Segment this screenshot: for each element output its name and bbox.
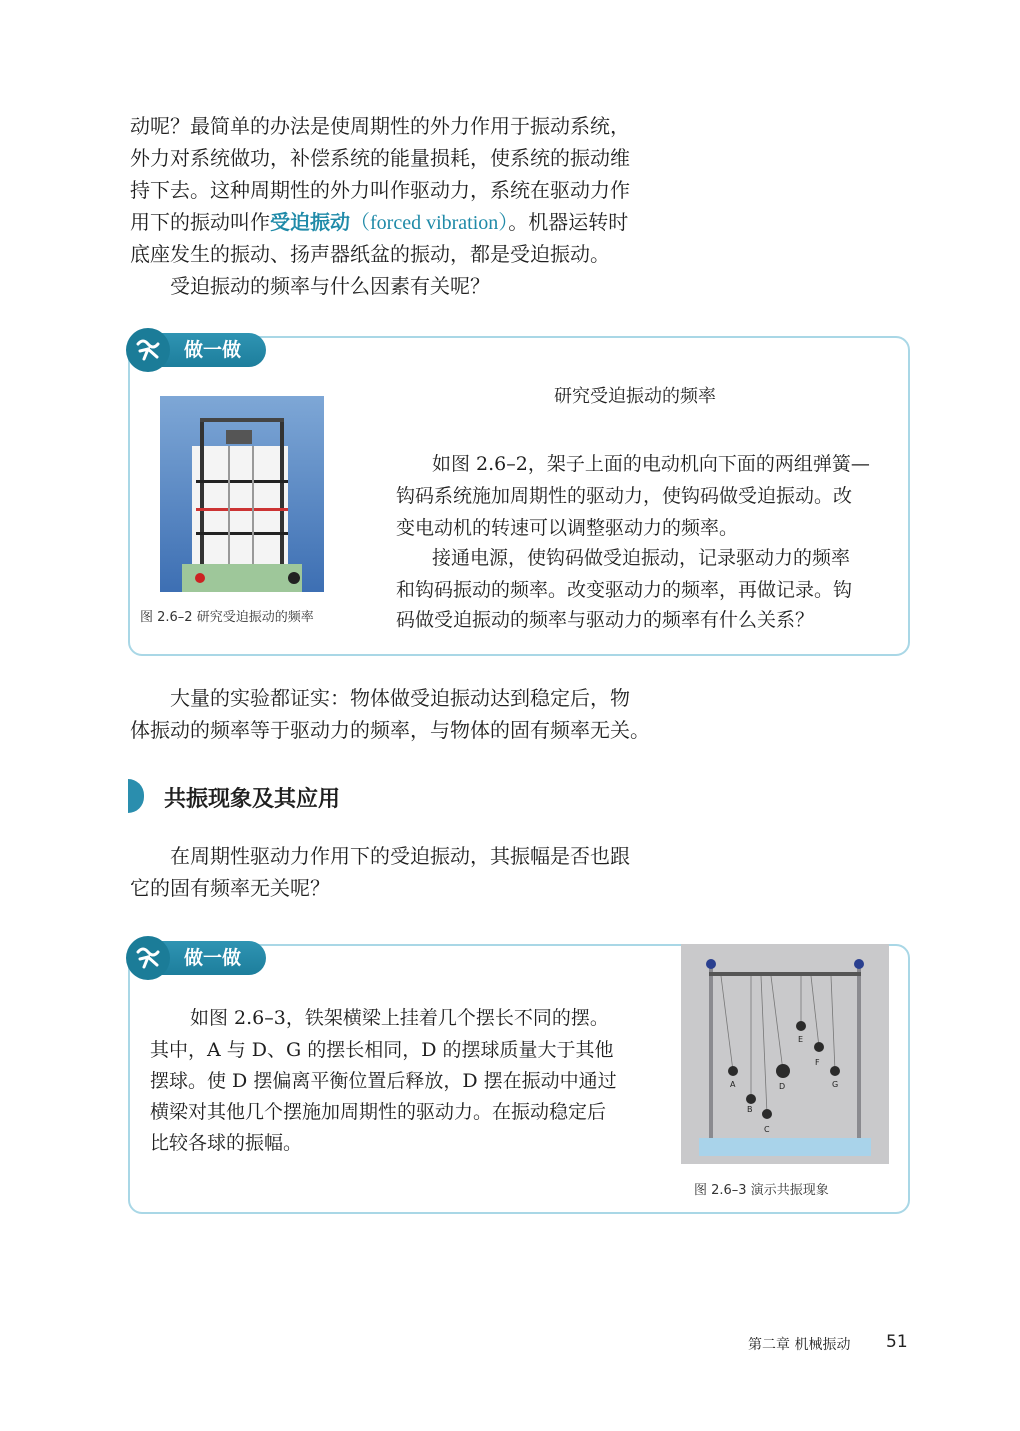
section-heading: 共振现象及其应用 xyxy=(164,787,341,812)
body-line xyxy=(130,206,628,239)
activity-line: 接通电源，使钩码做受迫振动，记录驱动力的频率 xyxy=(432,547,851,569)
activity-title: 研究受迫振动的频率 xyxy=(554,386,716,407)
body-line: 动呢？最简单的办法是使周期性的外力作用于振动系统， xyxy=(130,114,630,138)
question: 受迫振动的频率与什么因素有关呢？ xyxy=(170,274,490,298)
body-text: 用下的振动叫作 xyxy=(130,210,270,234)
figure-caption: 图 2.6–3 演示共振现象 xyxy=(694,1183,829,1198)
ball-label-f: F xyxy=(815,1058,820,1067)
activity-icon xyxy=(126,936,170,980)
badge-label: 做一做 xyxy=(156,941,266,975)
activity-line: 钩码系统施加周期性的驱动力，使钩码做受迫振动。改 xyxy=(396,485,853,507)
pendulum-photo xyxy=(681,944,889,1164)
body-line: 体振动的频率等于驱动力的频率，与物体的固有频率无关。 xyxy=(130,718,650,742)
ball-label-c: C xyxy=(764,1125,770,1134)
chapter-footer: 第二章 机械振动 xyxy=(748,1337,851,1353)
activity-icon xyxy=(126,328,170,372)
body-line: 在周期性驱动力作用下的受迫振动，其振幅是否也跟 xyxy=(170,844,630,868)
figure-caption: 图 2.6–2 研究受迫振动的频率 xyxy=(140,610,314,625)
key-term: 受迫振动 xyxy=(270,210,350,234)
ball-label-d: D xyxy=(779,1082,786,1091)
page-number: 51 xyxy=(886,1332,908,1352)
body-line: 它的固有频率无关呢？ xyxy=(130,876,330,900)
activity-line: 码做受迫振动的频率与驱动力的频率有什么关系？ xyxy=(396,609,815,631)
activity-line: 如图 2.6–3，铁架横梁上挂着几个摆长不同的摆。 xyxy=(190,1007,609,1029)
activity-line: 其中，A 与 D、G 的摆长相同，D 的摆球质量大于其他 xyxy=(150,1039,614,1061)
ball-label-e: E xyxy=(798,1035,804,1044)
body-line: 大量的实验都证实：物体做受迫振动达到稳定后，物 xyxy=(170,686,630,710)
ball-label-b: B xyxy=(747,1105,753,1114)
activity-line: 变电动机的转速可以调整驱动力的频率。 xyxy=(396,517,739,539)
section-marker xyxy=(128,779,144,813)
activity-line: 横梁对其他几个摆施加周期性的驱动力。在振动稳定后 xyxy=(150,1101,607,1123)
badge-label: 做一做 xyxy=(156,333,266,367)
activity-line: 如图 2.6–2，架子上面的电动机向下面的两组弹簧— xyxy=(432,453,870,475)
activity-line: 比较各球的振幅。 xyxy=(150,1132,303,1154)
activity-line: 摆球。使 D 摆偏离平衡位置后释放，D 摆在振动中通过 xyxy=(150,1070,617,1092)
body-line: 外力对系统做功，补偿系统的能量损耗，使系统的振动维 xyxy=(130,146,630,170)
english-term: （forced vibration） xyxy=(350,212,509,234)
body-line: 持下去。这种周期性的外力叫作驱动力，系统在驱动力作 xyxy=(130,178,630,202)
body-line: 底座发生的振动、扬声器纸盆的振动，都是受迫振动。 xyxy=(130,242,610,266)
activity-line: 和钩码振动的频率。改变驱动力的频率，再做记录。钩 xyxy=(396,579,853,601)
ball-label-a: A xyxy=(730,1080,736,1089)
body-text: 。机器运转时 xyxy=(508,210,629,234)
ball-label-g: G xyxy=(832,1080,839,1089)
experiment-photo xyxy=(160,396,324,592)
